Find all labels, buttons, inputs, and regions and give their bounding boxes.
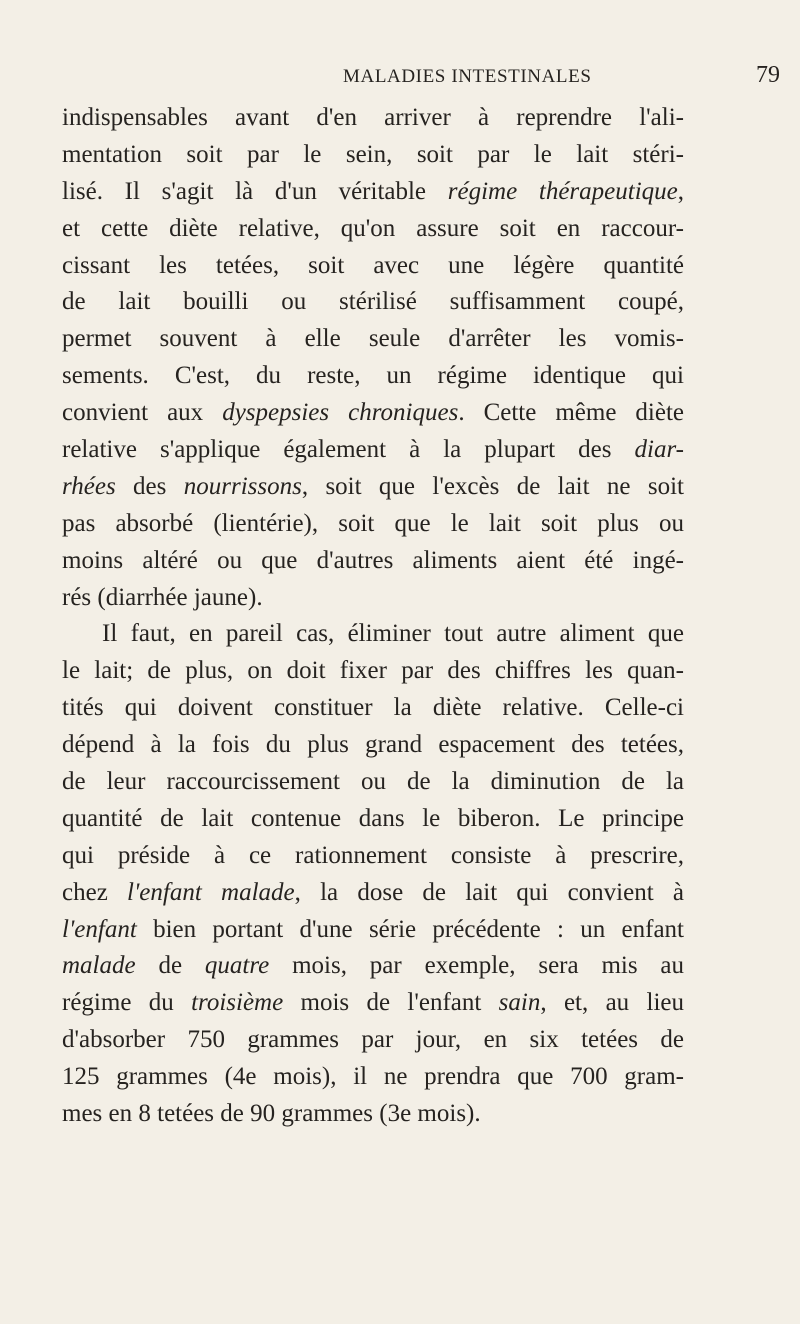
body-text — [62, 100, 684, 1133]
text-line: d'absorber 750 grammes par jour, en six tetées de — [62, 1026, 684, 1054]
text-line: de lait bouilli ou stérilisé suffisamment coupé, — [62, 288, 684, 316]
text-line: quantité de lait contenue dans le biberon. Le principe — [62, 804, 684, 832]
italic-emphasis: diar- — [634, 436, 684, 464]
text-line: cissant les tetées, soit avec une légère quantité — [62, 251, 684, 279]
italic-emphasis: l'enfant — [62, 915, 137, 943]
italic-emphasis: dyspepsies chroniques — [222, 399, 459, 427]
text-line: permet souvent à elle seule d'arrêter les vomis- — [62, 325, 684, 353]
italic-emphasis: rhées — [62, 472, 116, 500]
text-line: mentation soit par le sein, soit par le lait stéri- — [62, 140, 684, 168]
text-line: chez l'enfant malade, la dose de lait qui convient à — [62, 878, 684, 906]
text-line: l'enfant bien portant d'une série précédente : un enfant — [62, 915, 684, 943]
text-line: régime du troisième mois de l'enfant sain, et, au lieu — [62, 989, 684, 1017]
italic-emphasis: troisième — [191, 989, 284, 1017]
text-line: pas absorbé (lientérie), soit que le lait soit plus ou — [62, 509, 684, 537]
text-line: qui préside à ce rationnement consiste à prescrire, — [62, 841, 684, 869]
text-line: le lait; de plus, on doit fixer par des chiffres les quan- — [62, 657, 684, 685]
text-line: Il faut, en pareil cas, éliminer tout autre aliment que — [102, 620, 684, 648]
text-line: 125 grammes (4e mois), il ne prendra que 700 gram- — [62, 1063, 684, 1091]
text-line: mes en 8 tetées de 90 grammes (3e mois). — [62, 1100, 481, 1128]
text-line: rés (diarrhée jaune). — [62, 583, 263, 611]
text-line: relative s'applique également à la plupart des diar- — [62, 436, 684, 464]
running-head-title: MALADIES INTESTINALES — [343, 66, 592, 87]
text-line: lisé. Il s'agit là d'un véritable régime thérapeutique, — [62, 177, 684, 205]
text-line: malade de quatre mois, par exemple, sera mis au — [62, 952, 684, 980]
page-number: 79 — [756, 62, 780, 88]
italic-emphasis: malade — [62, 952, 136, 980]
text-line: dépend à la fois du plus grand espacement des tetées, — [62, 731, 684, 759]
text-line: convient aux dyspepsies chroniques. Cette même diète — [62, 399, 685, 427]
text-line: de leur raccourcissement ou de la diminution de la — [62, 768, 684, 796]
text-line: sements. C'est, du reste, un régime identique qui — [62, 362, 684, 390]
italic-emphasis: nourrissons — [183, 472, 302, 500]
italic-emphasis: sain — [498, 989, 541, 1017]
text-line: moins altéré ou que d'autres aliments aient été ingé- — [62, 546, 684, 574]
italic-emphasis: quatre — [204, 952, 270, 980]
text-line: tités qui doivent constituer la diète relative. Celle-ci — [62, 694, 684, 722]
italic-emphasis: l'enfant malade — [127, 878, 295, 906]
text-line: indispensables avant d'en arriver à reprendre l'ali- — [62, 104, 684, 131]
text-line: rhées des nourrissons, soit que l'excès de lait ne soit — [62, 472, 685, 500]
running-head — [0, 62, 800, 92]
italic-emphasis: régime thérapeutique — [447, 177, 678, 205]
text-line: et cette diète relative, qu'on assure soit en raccour- — [62, 214, 684, 242]
